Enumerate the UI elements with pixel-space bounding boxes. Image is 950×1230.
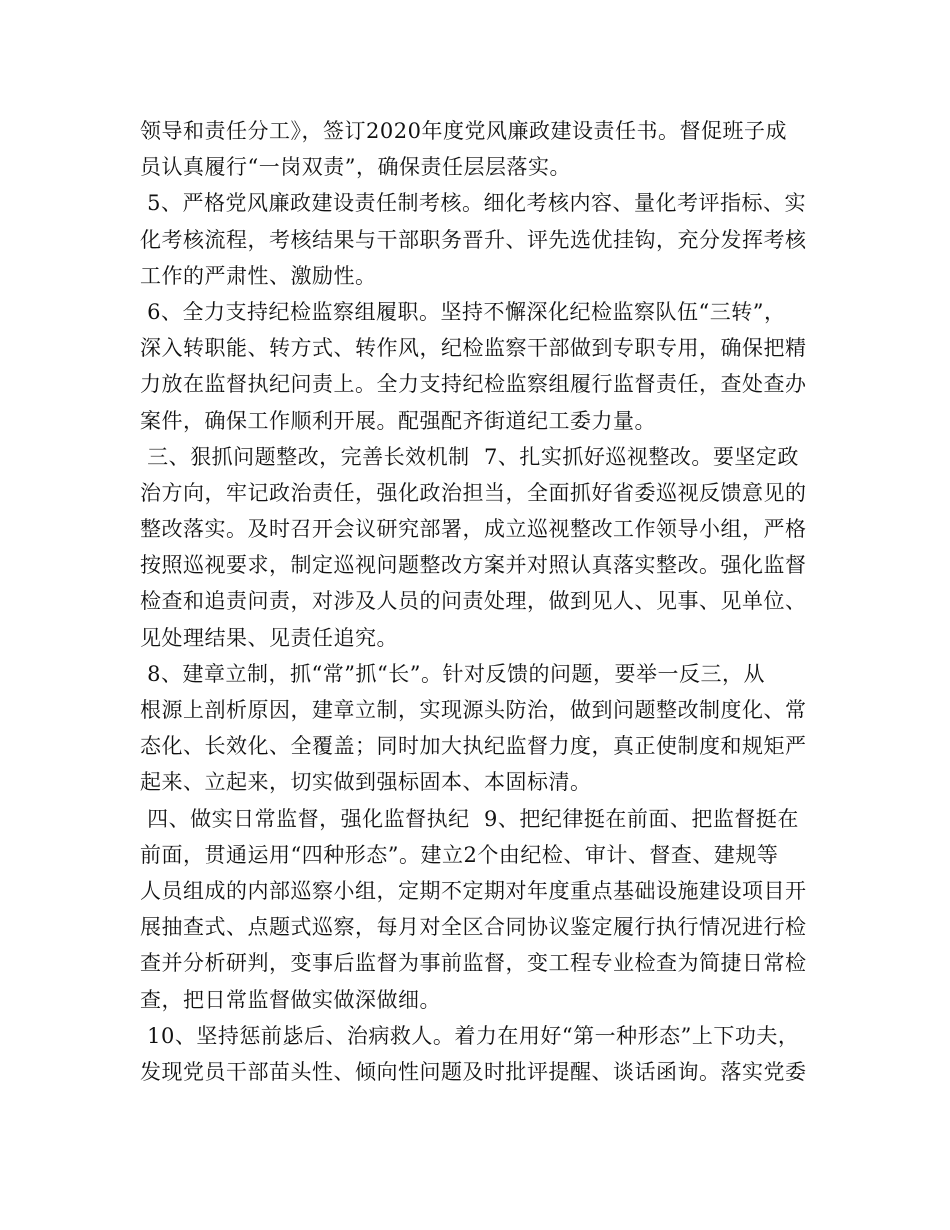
text-line: 员认真履行“一岗双责”，确保责任层层落实。	[140, 155, 571, 180]
section-heading-line: 四、做实日常监督，强化监督执纪 9、把纪律挺在前面、把监督挺在	[140, 806, 799, 831]
text-line: 展抽查式、点题式巡察，每月对全区合同协议鉴定履行执行情况进行检	[140, 915, 807, 940]
text-line: 工作的严肃性、激励性。	[140, 263, 377, 288]
text-line: 按照巡视要求，制定巡视问题整改方案并对照认真落实整改。强化监督	[140, 553, 807, 578]
text-line: 发现党员干部苗头性、倾向性问题及时批评提醒、谈话函询。落实党委	[140, 1059, 807, 1084]
text-line: 10、坚持惩前毖后、治病救人。着力在用好“第一种形态”上下功夫，	[140, 1023, 800, 1048]
text-line: 检查和追责问责，对涉及人员的问责处理，做到见人、见事、见单位、	[140, 589, 807, 614]
text-line: 见处理结果、见责任追究。	[140, 625, 398, 650]
text-line: 5、严格党风廉政建设责任制考核。细化考核内容、量化考评指标、实	[140, 191, 807, 216]
text-line: 查并分析研判，变事后监督为事前监督，变工程专业检查为简捷日常检	[140, 951, 807, 976]
text-line: 力放在监督执纪问责上。全力支持纪检监察组履行监督责任，查处查办	[140, 372, 807, 397]
text-line: 人员组成的内部巡察小组，定期不定期对年度重点基础设施建设项目开	[140, 878, 807, 903]
section-heading-line: 三、狠抓问题整改，完善长效机制 7、扎实抓好巡视整改。要坚定政	[140, 444, 799, 469]
text-line: 深入转职能、转方式、转作风，纪检监察干部做到专职专用，确保把精	[140, 336, 807, 361]
text-line: 整改落实。及时召开会议研究部署，成立巡视整改工作领导小组，严格	[140, 517, 807, 542]
document-body	[140, 113, 830, 1090]
text-line: 领导和责任分工》，签订2020年度党风廉政建设责任书。督促班子成	[140, 119, 787, 143]
text-line: 治方向，牢记政治责任，强化政治担当，全面抓好省委巡视反馈意见的	[140, 480, 807, 505]
text-line: 化考核流程，考核结果与干部职务晋升、评先选优挂钩，充分发挥考核	[140, 227, 807, 252]
text-line: 起来、立起来，切实做到强标固本、本固标清。	[140, 770, 592, 795]
text-line: 前面，贯通运用“四种形态”。建立2个由纪检、审计、督查、建规等	[140, 842, 779, 867]
text-line: 根源上剖析原因，建章立制，实现源头防治，做到问题整改制度化、常	[140, 698, 807, 722]
text-line: 8、建章立制，抓“常”抓“长”。针对反馈的问题，要举一反三，从	[140, 661, 765, 686]
text-line: 6、全力支持纪检监察组履职。坚持不懈深化纪检监察队伍“三转”，	[140, 299, 786, 324]
text-line: 查，把日常监督做实做深做细。	[140, 987, 441, 1012]
text-line: 态化、长效化、全覆盖；同时加大执纪监督力度，真正使制度和规矩严	[140, 734, 807, 759]
text-line: 案件，确保工作顺利开展。配强配齐街道纪工委力量。	[140, 408, 656, 433]
